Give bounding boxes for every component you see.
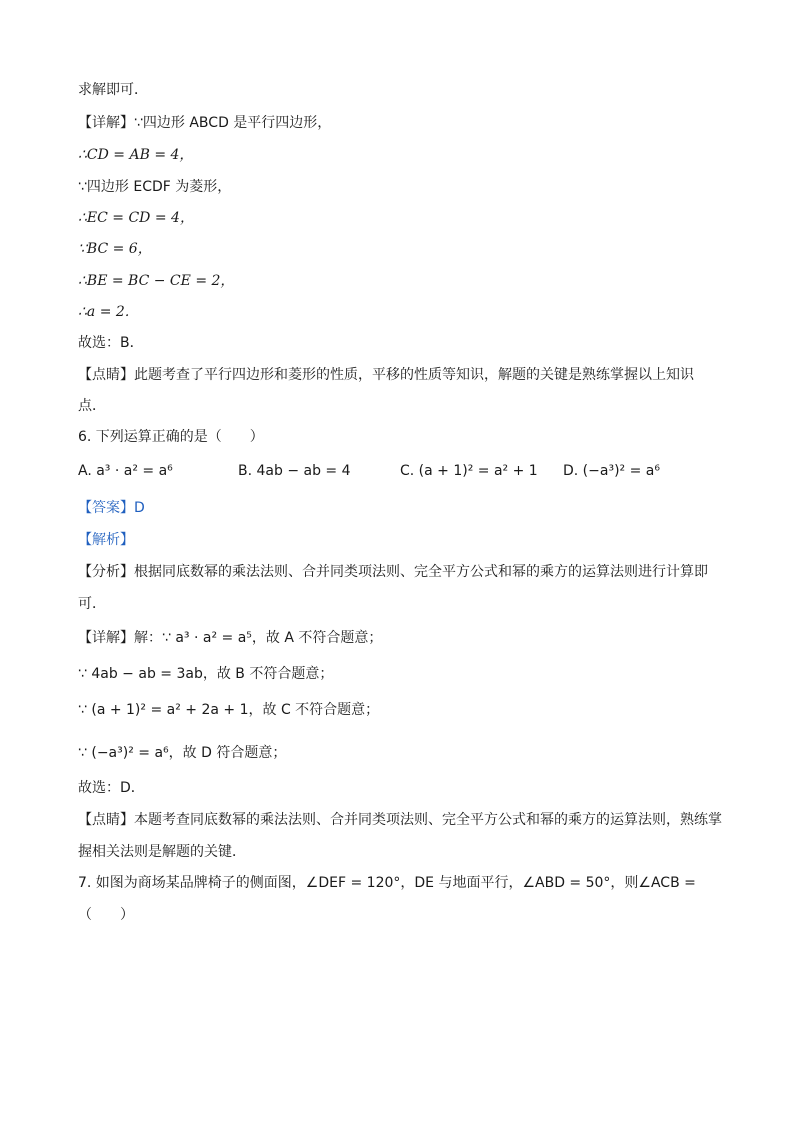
text-line: 【点睛】本题考查同底数幂的乘法法则、合并同类项法则、完全平方公式和幂的乘方的运算法则，熟练掌: [78, 812, 722, 828]
text-line: 【点睛】此题考查了平行四边形和菱形的性质，平移的性质等知识，解题的关键是熟练掌握以上知识: [78, 367, 694, 383]
text-line: 故选：D．: [78, 780, 145, 796]
text-line: 点．: [78, 398, 106, 414]
text-line: ∵四边形 ECDF 为菱形，: [78, 179, 232, 195]
option-b: B. 4ab − ab = 4: [238, 463, 351, 479]
text-line: 【分析】根据同底数幂的乘法法则、合并同类项法则、完全平方公式和幂的乘方的运算法则进行计算即: [78, 564, 708, 580]
question-6: 6. 下列运算正确的是（ ）: [78, 429, 264, 445]
text-line: 【详解】∵四边形 ABCD 是平行四边形，: [78, 115, 332, 131]
option-d: D. (−a³)² = a⁶: [563, 463, 660, 479]
question-7: 7. 如图为商场某品牌椅子的侧面图，∠DEF = 120°，DE 与地面平行，∠ABD = 50°，则∠ACB =: [78, 875, 696, 891]
text-line: 求解即可．: [78, 82, 148, 98]
option-a: A. a³ · a² = a⁶: [78, 463, 173, 479]
text-line: 可．: [78, 596, 106, 612]
math-line: ∴BE = BC − CE = 2，: [78, 273, 235, 289]
text-line: 【详解】解：∵ a³ · a² = a⁵，故 A 不符合题意；: [78, 630, 383, 646]
math-line: ∵BC = 6，: [78, 241, 152, 257]
math-line: ∴CD = AB = 4，: [78, 147, 194, 163]
math-line: ∴a = 2．: [78, 304, 139, 320]
text-line: 握相关法则是解题的关键．: [78, 844, 246, 860]
text-line: 故选：B．: [78, 335, 144, 351]
text-line: ∵ (a + 1)² = a² + 2a + 1，故 C 不符合题意；: [78, 702, 380, 718]
text-line: ∵ 4ab − ab = 3ab，故 B 不符合题意；: [78, 666, 334, 682]
analysis-label: 【解析】: [78, 532, 134, 548]
option-c: C. (a + 1)² = a² + 1: [400, 463, 538, 479]
answer-label: 【答案】D: [78, 500, 145, 516]
text-line: ∵ (−a³)² = a⁶，故 D 符合题意；: [78, 745, 287, 761]
text-line: （ ）: [78, 907, 134, 923]
math-line: ∴EC = CD = 4，: [78, 210, 194, 226]
